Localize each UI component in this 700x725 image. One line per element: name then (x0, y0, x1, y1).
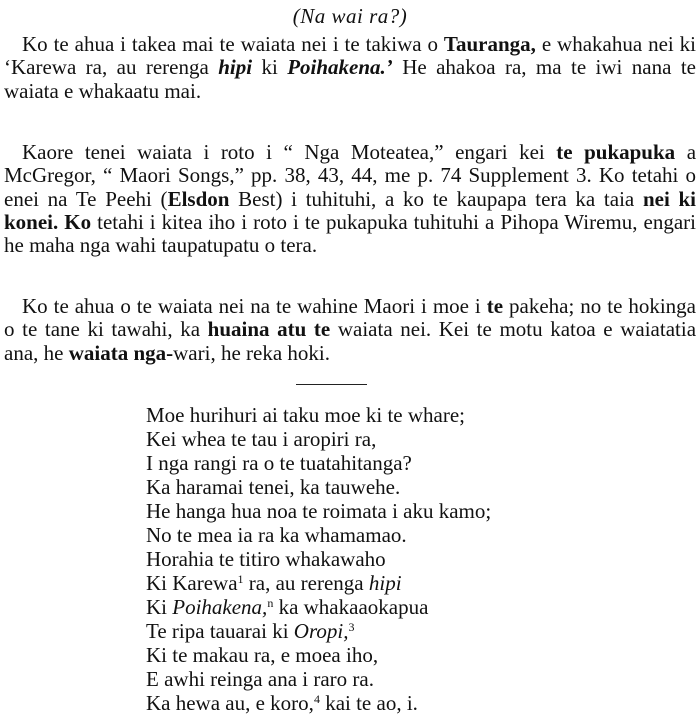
text-run: a McGregor, “ Maori Songs,” pp. 38, 43, 44, me p. 74 Supplement 3. Ko tetahi o enei na Te Peehi ( (4, 140, 697, 211)
text-run: Te ripa tauarai ki (146, 619, 294, 643)
text-run: ka whakaaokapua (273, 595, 429, 619)
verse-line: He hanga hua noa te roimata i aku kamo; (146, 499, 492, 523)
text-run: He ahakoa ra, ma te iwi nana te waiata e whakaatu mai. (4, 55, 696, 103)
verse-line (146, 571, 696, 595)
verse-line (146, 595, 696, 619)
bold-text: huaina atu te (207, 317, 331, 342)
song-verse (146, 403, 696, 715)
text-run: Ki (146, 595, 173, 619)
section-divider (296, 384, 367, 385)
text-run: ki (252, 55, 288, 80)
italic-text: hipi (368, 571, 402, 595)
verse-line: Horahia te titiro whakawaho (146, 547, 386, 571)
italic-text: Poihakena, (172, 595, 268, 619)
bold-text: te pukapuka (556, 140, 676, 164)
verse-line: Ka haramai tenei, ka tauwehe. (146, 475, 401, 499)
text-run: kai te ao, i. (319, 691, 418, 715)
bold-text: te (486, 294, 504, 318)
verse-line: I nga rangi ra o te tuatahitanga? (146, 451, 412, 475)
bold-text: waiata nga- (68, 340, 174, 365)
text-run: e whakahua nei ki ‘Karewa ra, au rerenga (4, 32, 696, 80)
verse-line (146, 619, 696, 643)
paragraph-context (4, 295, 696, 365)
text-run: wari, he reka hoki. (173, 340, 330, 365)
footnote-marker: 4 (313, 692, 320, 706)
verse-line: Kei whea te tau i aropiri ra, (146, 427, 377, 451)
footnote-marker: 1 (237, 572, 244, 586)
footnote-marker: n (267, 596, 274, 610)
bold-italic-text: hipi (218, 55, 253, 80)
paragraph-origin (4, 33, 696, 103)
text-run: pakeha; no te hokinga o te tane ki tawahi, ka (4, 294, 696, 342)
text-run: Ko te ahua i takea mai te waiata nei i te takiwa o (22, 32, 444, 56)
footnote-marker: 3 (348, 620, 355, 634)
bold-text: nei ki konei. Ko (4, 186, 697, 234)
text-run: Ki Karewa (146, 571, 238, 595)
text-run: tetahi i kitea iho i roto i te pukapuka tuhituhi a Pihopa Wiremu, engari he maha nga wahi taupatupatu o tera. (4, 209, 696, 258)
italic-text: Oropi, (293, 619, 349, 643)
verse-line: E awhi reinga ana i raro ra. (146, 667, 374, 691)
text-run: waiata nei. Kei te motu katoa e waiatatia ana, he (4, 317, 697, 365)
verse-line: Ki te makau ra, e moea iho, (146, 643, 379, 667)
text-run: Ka hewa au, e koro, (146, 691, 314, 715)
verse-line (146, 691, 696, 715)
text-run: ra, au rerenga (243, 571, 369, 595)
paragraph-sources (4, 141, 696, 257)
text-run: Best) i tuhituhi, a ko te kaupapa tera ka taia (229, 186, 643, 211)
verse-line: No te mea ia ra ka whamamao. (146, 523, 407, 547)
bold-text: Elsdon (167, 186, 230, 211)
bold-italic-text: Poihakena.’ (287, 55, 393, 80)
verse-line: Moe hurihuri ai taku moe ki te whare; (146, 403, 465, 427)
bold-text: Tauranga, (443, 32, 536, 56)
text-run: Kaore tenei waiata i roto i “ Nga Moteatea,” engari kei (22, 140, 557, 164)
text-run: Ko te ahua o te waiata nei na te wahine Maori i moe i (22, 294, 487, 318)
song-author-heading: (Na wai ra?) (292, 4, 408, 28)
